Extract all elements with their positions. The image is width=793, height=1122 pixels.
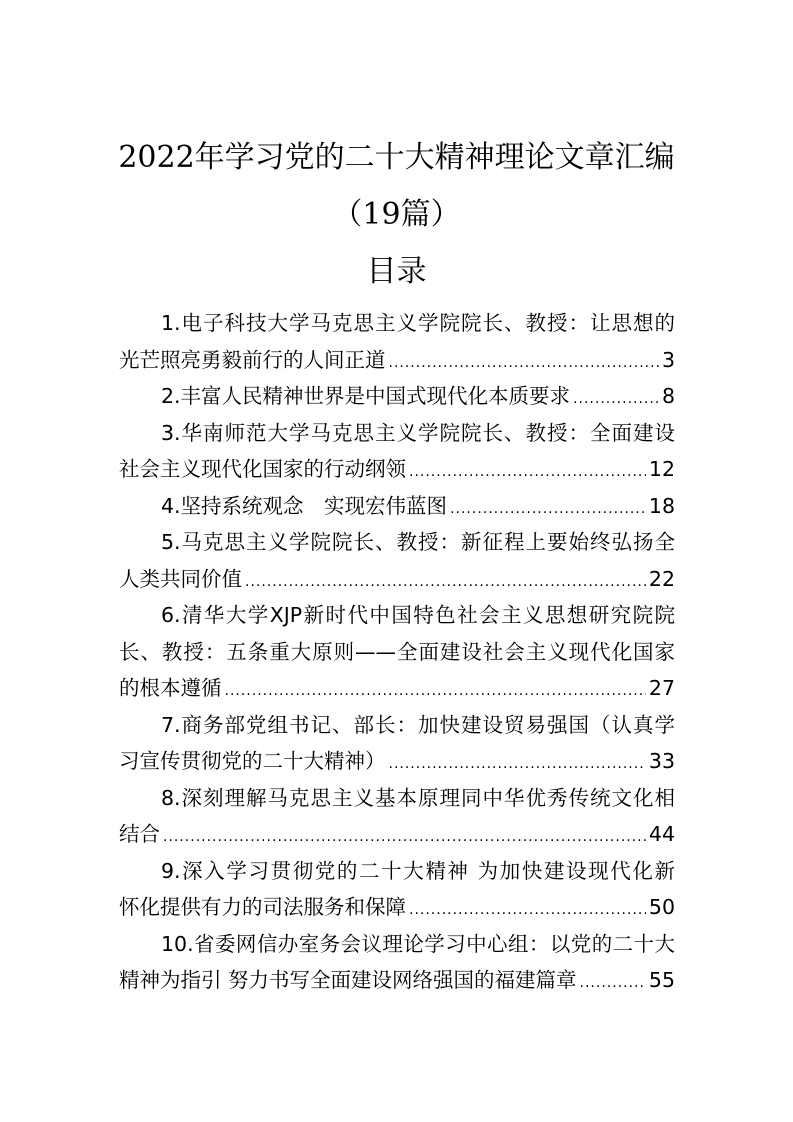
toc-page-number: 44 [648,822,675,846]
toc-page-number: 8 [661,384,675,408]
toc-entry-7-line1[interactable]: 7.商务部党组书记、部长：加快建设贸易强国（认真学 [161,712,675,737]
dot-leader [450,488,646,528]
dot-leader [573,378,659,418]
toc-entry-text: 精神为指引 努力书写全面建设网络强国的福建篇章 [119,968,577,992]
toc-entry-3-line1[interactable]: 3.华南师范大学马克思主义学院院长、教授：全面建设 [161,420,675,445]
toc-entry-7-line2[interactable] [119,743,675,780]
toc-entry-6-line1[interactable]: 6.清华大学XJP新时代中国特色社会主义思想研究院院 [161,603,675,627]
document-title: 2022年学习党的二十大精神理论文章汇编 [118,140,675,175]
toc-heading: 目录 [366,254,427,289]
toc-entry-6-line2[interactable]: 长、教授：五条重大原则——全面建设社会主义现代化国家 [119,639,675,664]
toc-page-number: 33 [648,749,675,773]
toc-page-number: 18 [648,493,675,518]
toc-page-number: 50 [648,895,675,919]
toc-entry-4[interactable] [119,488,675,525]
dot-leader [245,561,646,601]
toc-page-number: 55 [648,968,675,992]
toc-entry-text: 人类共同价值 [119,566,242,591]
toc-page-number: 27 [648,676,675,700]
toc-entry-1-line2[interactable] [119,342,675,379]
toc-entry-text: 结合 [119,822,160,846]
dot-leader [409,889,646,929]
toc-entry-5-line1[interactable]: 5.马克思主义学院院长、教授：新征程上要始终弘扬全 [161,530,675,554]
dot-leader [389,743,646,783]
toc-entry-8-line1[interactable]: 8.深刻理解马克思主义基本原理同中华优秀传统文化相 [161,785,675,810]
toc-page-number: 12 [648,457,675,481]
toc-entry-text: 怀化提供有力的司法服务和保障 [119,895,406,919]
toc-entry-2[interactable] [119,378,675,415]
toc-entry-1-line1[interactable]: 1.电子科技大学马克思主义学院院长、教授：让思想的 [161,311,675,335]
toc-page-number: 3 [661,347,675,372]
toc-page-number: 22 [648,566,675,591]
toc-entry-text: 社会主义现代化国家的行动纲领 [119,457,406,481]
toc-entry-3-line2[interactable] [119,451,675,488]
toc-entry-text: 2.丰富人民精神世界是中国式现代化本质要求 [161,384,571,408]
toc-entry-text: 光芒照亮勇毅前行的人间正道 [119,347,386,372]
toc-entry-6-line3[interactable] [119,670,675,707]
toc-entry-text: 习宣传贯彻党的二十大精神） [119,749,386,773]
dot-leader [389,342,659,382]
toc-entry-text: 的根本遵循 [119,676,222,700]
toc-entry-text: 4.坚持系统观念 实现宏伟蓝图 [161,493,448,518]
dot-leader [409,451,646,491]
toc-entry-9-line1[interactable]: 9.深入学习贯彻党的二十大精神 为加快建设现代化新 [161,858,675,883]
document-subtitle-count: （19篇） [332,197,461,232]
toc-entry-5-line2[interactable] [119,561,675,598]
dot-leader [163,816,646,856]
dot-leader [580,962,646,1002]
toc-entry-8-line2[interactable] [119,816,675,853]
toc-entry-10-line2[interactable] [119,962,675,999]
dot-leader [225,670,646,710]
table-of-contents [119,305,675,999]
toc-entry-9-line2[interactable] [119,889,675,926]
toc-entry-10-line1[interactable]: 10.省委网信办室务会议理论学习中心组：以党的二十大 [161,931,675,956]
